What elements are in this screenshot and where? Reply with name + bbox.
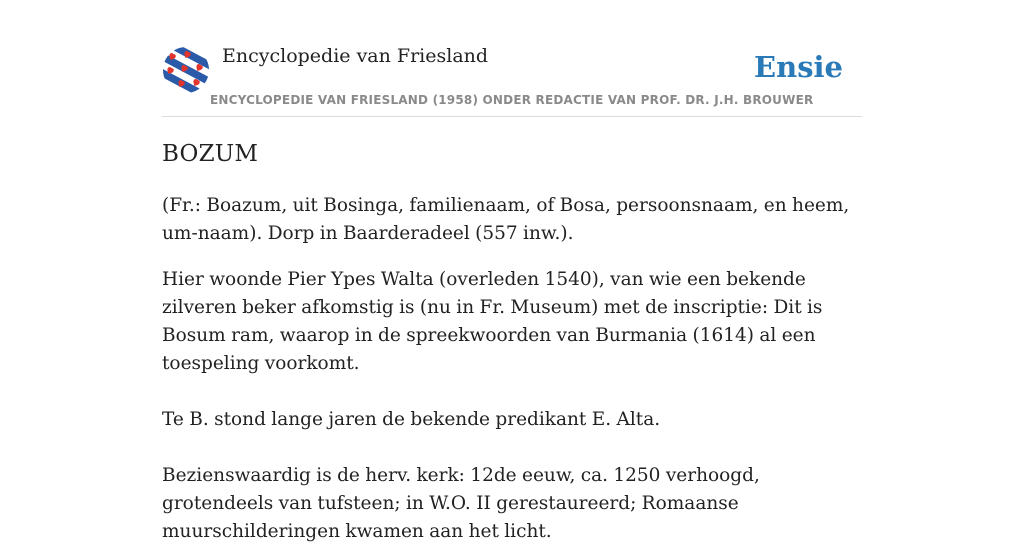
article-paragraph: (Fr.: Boazum, uit Bosinga, familienaam, of Bosa, persoonsnaam, en heem, um-naam). Dorp in Baarderadeel (557 inw.). — [162, 195, 850, 244]
frisian-flag-icon[interactable] — [162, 47, 210, 93]
site-subtitle: ENCYCLOPEDIE VAN FRIESLAND (1958) ONDER REDACTIE VAN PROF. DR. J.H. BROUWER — [210, 93, 814, 107]
brand-logo-link[interactable]: Ensie — [754, 50, 843, 84]
article-title: BOZUM — [162, 141, 259, 167]
article — [162, 138, 862, 546]
site-title-link[interactable]: Encyclopedie van Friesland — [222, 45, 489, 67]
article-paragraph: Bezienswaardig is de herv. kerk: 12de eeuw, ca. 1250 verhoogd, grotendeels van tufsteen; in W.O. II gerestaureerd; Romaanse muurschilderingen kwamen aan het licht. — [162, 465, 760, 542]
article-paragraph: Te B. stond lange jaren de bekende predikant E. Alta. — [162, 409, 661, 430]
article-paragraph: Hier woonde Pier Ypes Walta (overleden 1540), van wie een bekende zilveren beker afkomstig is (nu in Fr. Museum) met de inscriptie: Dit is Bosum ram, waarop in de spreekwoorden van Burmania (1614) al een toespeling voorkomt. — [162, 269, 823, 374]
site-header — [162, 40, 862, 117]
